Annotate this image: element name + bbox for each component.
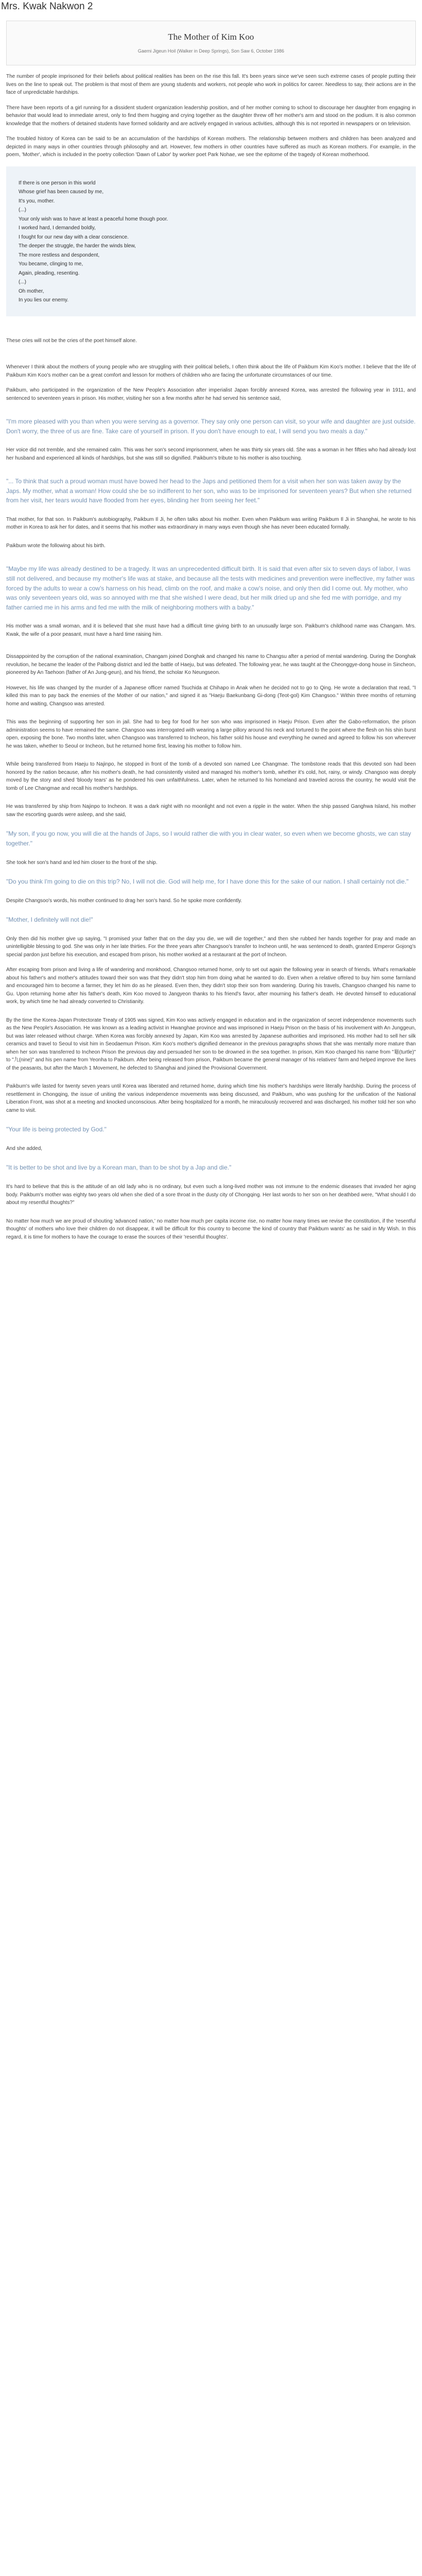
document-title: The Mother of Kim Koo <box>168 32 254 42</box>
poem-line: Whose grief has been caused by me, <box>19 189 104 195</box>
quote: "... To think that such a proud woman must have bowed her head to the Japs and petitioned them for a visit when her son was taken away by the Japs. My mother, what a woman! How could she be so indifferent to her son, who was to be imprisoned for seventeen years? But when she returned from her visit, her tears would have flooded from her eyes, blinding her from seeing her feet." <box>6 478 412 504</box>
quote: "Mother, I definitely will not die!" <box>6 916 93 924</box>
quote: "Your life is being protected by God." <box>6 1126 107 1133</box>
paragraph: Despite Changsoo's words, his mother continued to drag her son's hand. So he spoke more confidently. <box>6 897 242 904</box>
poem-line: Oh mother, <box>19 288 44 294</box>
paragraph: There have been reports of a girl running for a dissident student organization leadership position, and of her mother coming to school to discourage her daughter from engaging in behavior that would lead to immediate arrest, only to find them hugging and crying together as the daughter threw off her mother's arm and stood on the podium. It is also common knowledge that the mothers of detained students have formed solidarity and are actively engaged in various activities, although this is not reported in newspapers or on television. <box>6 105 416 127</box>
poem-line: (...) <box>19 279 26 285</box>
poem-line: If there is one person in this world <box>19 180 96 186</box>
paragraph: It's hard to believe that this is the attitude of an old lady who is no ordinary, but even such a long-lived mother was not immune to the endemic diseases that invaded her aging body. Paikbum's mother was eighty two years old when she died of a sore throat in the dusty city of Chongqing. Her last words to her son on her deathbed were, "What should I do about my resentful thoughts?" <box>6 1184 416 1206</box>
paragraph: No matter how much we are proud of shouting 'advanced nation,' no matter how much per capita income rise, no matter how many times we revise the constitution, if the 'resentful thoughts' of mothers who love their children do not disappear, it will be difficult for this country to become 'the kind of country that Paikbum wants' as he said in My Wish. In this regard, it is time for mothers to have the courage to erase the sources of their 'resentful thoughts'. <box>6 1218 416 1240</box>
document-header <box>6 21 416 65</box>
paragraph: And she added, <box>6 1145 43 1151</box>
paragraph: Her voice did not tremble, and she remained calm. This was her son's second imprisonment, when he was thirty six years old. She was a woman in her fifties who had already lost her husband and experienced all kinds of hardships, but she was still so dignified. Paikbum's tribute to his mother is also touching. <box>6 447 416 461</box>
paragraph: Whenever I think about the mothers of young people who are struggling with their political beliefs, I often think about the life of Paikbum Kim Koo's mother. I believe that the life of Paikbum Kim Koo's mother can be a great comfort and lesson for mothers of children who are facing the unfortunate circumstances of our time. <box>6 364 416 378</box>
paragraph: Paikbum's wife lasted for twenty seven years until Korea was liberated and returned home, during which time his mother's hardships were literally hardship. During the process of resettlement in Chongqing, the issue of uniting the various independence movements was being discussed, and Paikbum, who was pushing for the unification of the National Liberation Front, was shot at a meeting and knocked unconscious. After being hospitalized for a month, he miraculously recovered and was discharged, his mother told her son who came to visit. <box>6 1083 416 1113</box>
poem-line: I worked hard, I demanded boldly, <box>19 225 96 231</box>
article-body <box>0 73 422 1241</box>
poem-line: Again, pleading, resenting. <box>19 270 80 276</box>
paragraph: Dissappointed by the corruption of the national examination, Changam joined Donghak and changed his name to Changsu after a period of mental wandering. During the Donghak revolution, he became the leader of the Palbong district and led the battle of Haeju, but was defeated. The following year, he was taught at the Cheonggye-dong house in Sincheon, pioneered by An Taehoon (father of An Jung-geun), and his friend, the scholar Ko Neungseon. <box>6 654 416 676</box>
poem-line: I fought for our new day with a clear conscience. <box>19 234 129 240</box>
paragraph: Paikbum wrote the following about his birth. <box>6 543 106 549</box>
document-subtitle: Gaemi Jigeun Hoil (Walker in Deep Springs), Son Saw 6, October 1986 <box>137 48 285 54</box>
poem-line: (...) <box>19 207 26 213</box>
paragraph: This was the beginning of supporting her son in jail. She had to beg for food for her son who was imprisoned in Haeju Prison. Even after the Gabo-reformation, the prison administration seems to have remained the same. Changsoo was interrogated with wearing a large pillory around his neck and tortured to the point where the flesh on his shin burst open, exposing the bone. Two months later, when Changsoo was transferred to Incheon, his father sold his house and everything he owned and agreed to follow his son wherever he was taken, whether to Seoul or Incheon, but he returned home first, leaving his mother to follow him. <box>6 719 416 749</box>
paragraph: Only then did his mother give up saying, "I promised your father that on the day you die, we will die together," and then she rubbed her hands together for pray and made an unintelligible blessing to god. She was only in her late thirties. For the three years after Changsoo's transfer to Incheon until, he was sentenced to death, granted Emperor Gojong's special pardon just before his execution, and escaped from prison, his mother worked at a restaurant at the port of Incheon. <box>6 936 416 958</box>
quote: "My son, if you go now, you will die at the hands of Japs, so I would rather die with you in clear water, so even when we become ghosts, we can stay together." <box>6 830 411 848</box>
poem-line: The more restless and despondent, <box>19 252 100 258</box>
paragraph: While being transferred from Haeju to Najinpo, he stopped in front of the tomb of a devoted son named Lee Changmae. The tombstone reads that this devoted son had been honored by the nation because, after his mother's death, he had consistently visited and managed his mother's tomb, whether it's cold, hot, rainy, or windy. Changsoo was deeply moved by the story and shed 'bloody tears' as he pondered his own unfaithfulness. Later, when he returned to his homeland and traveled across the country, he would visit the tomb of Lee Changmae and recall his mother's hardships. <box>6 761 416 791</box>
site-title: Mrs. Kwak Nakwon 2 <box>1 1 93 12</box>
quote: "Maybe my life was already destined to be a tragedy. It was an unprecedented difficult birth. It is said that even after six to seven days of labor, I was still not delivered, and because my mother's life was at stake, and because all the tests with medicines and prevention were ineffective, my father was forced by the adults to wear a cow's harness on his head, climb on the roof, and make a cow's noise, and only then did I come out. My mother, who was only seventeen years old, was so annoyed with me that she wished I were dead, but her milk dried up and she fed me with porridge, and my father carried me in his arms and fed me with the milk of neighboring mothers with a baby." <box>6 565 415 611</box>
site-header <box>0 0 422 12</box>
paragraph: After escaping from prison and living a life of wandering and monkhood, Changsoo returned home, only to set out again the following year in search of friends. What's remarkable about his father's and mother's attitudes toward their son was that they didn't stop him from doing what he wanted to do. Even when a relative offered to buy him some farmland and encouraged him to become a farmer, they let him do as he pleased. Even then, they didn't stop their son from wandering. During his travels, Changsoo changed his name to Gu. Upon returning home after his father's death, Kim Koo moved to Jangyeon thanks to his friend's favor, after mourning his father's death. He devoted himself to educational work, by which time he had already converted to Christianity. <box>6 967 416 1005</box>
quote: "It is better to be shot and live by a Korean man, than to be shot by a Jap and die." <box>6 1164 232 1172</box>
paragraph: Paikbum, who participated in the organization of the New People's Association after imperialist Japan forcibly annexed Korea, was arrested the following year in 1911, and sentenced to seventeen years in prison. His mother, visiting her son a few months after he had served his sentence said, <box>6 387 416 401</box>
paragraph: The number of people imprisoned for their beliefs about political realities has been on the rise this fall. It's been years since we've seen such extreme cases of people putting their lives on the line to speak out. The problem is that most of them are young students and workers, not people who work in politics for career. Needless to say, their actions are in the face of unpredictable hardships. <box>6 74 416 95</box>
paragraph: That mother, for that son. In Paikbum's autobiography, Paikbum Il Ji, he often talks about his mother. Even when Paikbum was writing Paikbum Il Ji in Shanghai, he wrote to his mother in Korea to ask her for dates, and it seems that his mother was extraordinary in many ways even though she has never been educated formally. <box>6 516 416 531</box>
paragraph: However, his life was changed by the murder of a Japanese officer named Tsuchida at Chihapo in Anak when he decided not to go to Qing. He wrote a declaration that read, "I killed this man to pay back the enemies of the Mother of our nation," and signed it as "Haeju Baekunbang Gi-dong (Teot-gol) Kim Changsoo." Within three months of returning home and waiting, Changsoo was arrested. <box>6 685 416 707</box>
paragraph: These cries will not be the cries of the poet himself alone. <box>6 337 137 344</box>
poem-line: Your only wish was to have at least a peaceful home though poor. <box>19 216 168 222</box>
paragraph: His mother was a small woman, and it is believed that she must have had a difficult time giving birth to an unusually large son. Paikbum's childhood name was Changam. Mrs. Kwak, the wife of a poor peasant, must have a hard time raising him. <box>6 623 416 637</box>
poem-line: It's you, mother. <box>19 198 55 204</box>
poem-block <box>6 166 416 316</box>
poem-line: In you lies our enemy. <box>19 297 69 303</box>
paragraph: She took her son's hand and led him closer to the front of the ship. <box>6 859 157 866</box>
poem-line: You became, clinging to me, <box>19 261 83 267</box>
poem-line: The deeper the struggle, the harder the winds blew, <box>19 243 136 249</box>
quote: "Do you think I'm going to die on this trip? No, I will not die. God will help me, for I have done this for the sake of our nation. I shall certainly not die." <box>6 878 409 886</box>
paragraph: The troubled history of Korea can be said to be an accumulation of the hardships of Korean mothers. The relationship between mothers and children has been analyzed and depicted in many ways in other countries through philosophy and art. However, few mothers in other countries have suffered as much as Korean mothers. For example, in the poem, 'Mother', which is included in the poetry collection 'Dawn of Labor' by worker poet Park Nohae, we see the epitome of the tragedy of Korean motherhood. <box>6 136 416 158</box>
quote: "I'm more pleased with you than when you were serving as a governor. They say only one person can visit, so your wife and daughter are just outside. Don't worry, the three of us are fine. Take care of yourself in prison. If you don't have enough to eat, I will send you two meals a day." <box>6 418 416 435</box>
paragraph: By the time the Korea-Japan Protectorate Treaty of 1905 was signed, Kim Koo was actively engaged in education and in the organization of secret independence movements such as the New People's Association. He was known as a leading activist in Hwanghae province and was imprisoned in Haeju Prison on the basis of his involvement with An Junggeun, but was later released without charge. When Korea was forcibly annexed by Japan, Kim Koo was arrested by Japanese authorities and imprisoned. His mother had to sell her silk ceramics and travel to Seoul to visit him in Seodaemun Prison. Kim Koo's mother's dignified demeanor in the previous paragraphs shows that she was mentally more mature than when her son was transferred to Incheon Prison the previous day and persuaded her son to be drowned in the sea together. In prison, Kim Koo changed his name from "龜(turtle)" to "九(nine)" and his pen name from Yeonha to Paikbum. After being released from prison, Paikbum became the general manager of his relatives' farm and helped improve the lives of the peasants, but after the March 1 Movement, he defected to Shanghai and joined the Provisional Government. <box>6 1017 416 1071</box>
paragraph: He was transferred by ship from Najinpo to Incheon. It was a dark night with no moonlight and not even a ripple in the water. When the ship passed Ganghwa Island, his mother saw the escorting guards were asleep, and she said, <box>6 804 416 818</box>
